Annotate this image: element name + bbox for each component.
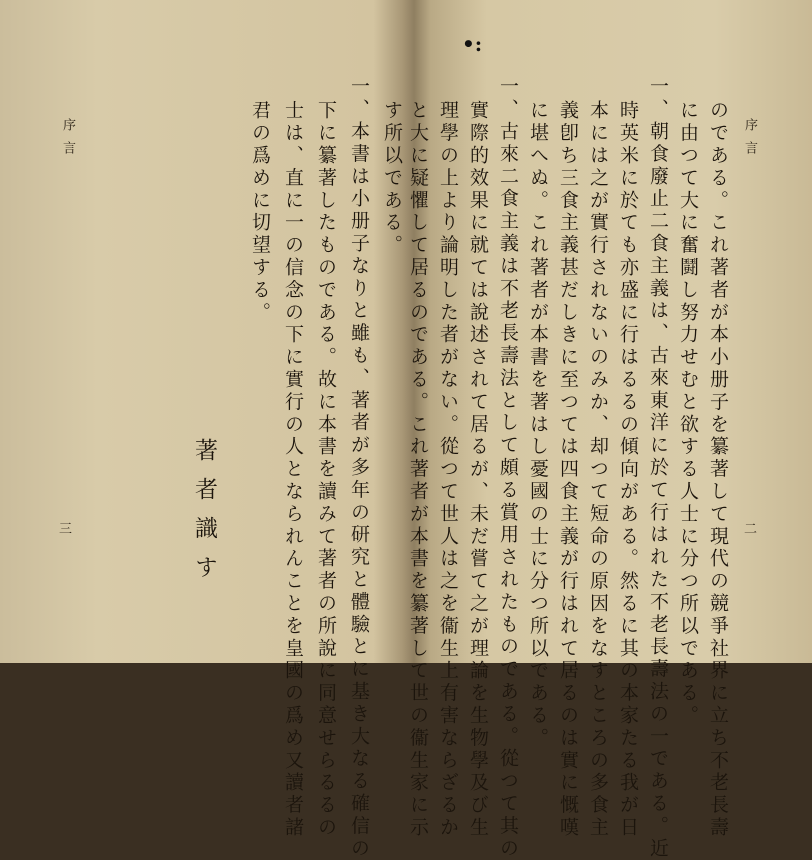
page-number: 三 xyxy=(59,522,73,537)
text-column: 時英米に於ても亦盛に行はるるの傾向がある。然るに其の本家たる我が日 xyxy=(617,100,639,840)
text-column: 本には之が實行されないのみか、却つて短命の原因をなすところの多食主 xyxy=(587,100,609,840)
text-column: す所以である。 xyxy=(381,100,403,257)
text-column: 理學の上より論明した者がない。從つて世人は之を衞生上有害ならざるか xyxy=(437,100,459,840)
text-column: と大に疑懼して居るのである。これ著者が本書を纂著して世の衞生家に示 xyxy=(407,100,429,840)
text-column: 一、本書は小册子なりと雖も、著者が多年の研究と體驗とに基き大なる確信の xyxy=(348,76,370,860)
text-column: のである。これ著者が本小册子を纂著して現代の競爭社界に立ち不老長壽 xyxy=(707,100,729,840)
text-column: 一、古來二食主義は不老長壽法として頗る賞用されたものである。從つて其の xyxy=(497,76,519,860)
ink-mark: •: xyxy=(462,32,483,56)
page-header: 序言 xyxy=(742,118,757,164)
text-column: 義卽ち三食主義甚だしきに至つては四食主義が行はれて居るのは實に慨嘆 xyxy=(557,100,579,840)
text-column: 君の爲めに切望する。 xyxy=(249,100,271,324)
author-signature: 著者識す xyxy=(191,438,217,594)
right-page xyxy=(407,0,812,860)
text-column: 士は、直に一の信念の下に實行の人となられんことを皇國の爲め又讀者諸 xyxy=(282,100,304,840)
text-column: 實際的效果に就ては說述されて居るが、未だ嘗て之が理論を生物學及び生 xyxy=(467,100,489,840)
text-column: 一、朝食廢止二食主義は、古來東洋に於て行はれた不老長壽法の一である。近 xyxy=(647,76,669,860)
page-header: 序言 xyxy=(60,118,75,164)
text-column: に堪へぬ。これ著者が本書を著はし憂國の士に分つ所以である。 xyxy=(527,100,549,750)
page-number: 二 xyxy=(744,522,758,537)
text-column: 下に纂著したものである。故に本書を讀みて著者の所說に同意せらるるの xyxy=(315,100,337,840)
text-column: に由つて大に奮鬪し努力せむと欲する人士に分つ所以である。 xyxy=(677,100,699,728)
